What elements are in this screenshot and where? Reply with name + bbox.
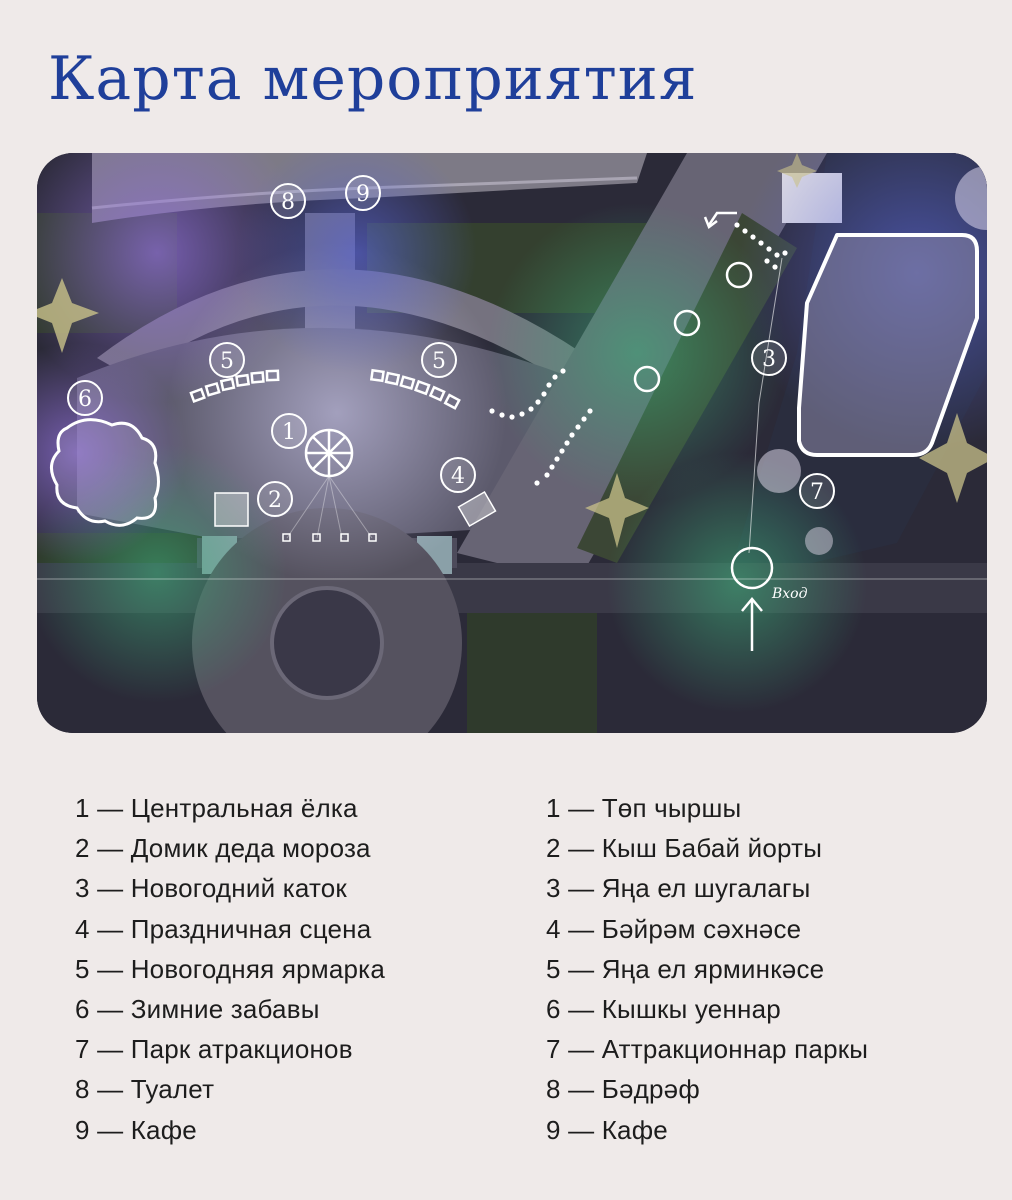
legend-item: 7 — Парк атракционов (75, 1034, 353, 1065)
page-title: Карта мероприятия (48, 44, 698, 114)
legend-item: 3 — Новогодний каток (75, 873, 348, 904)
legend-item: 7 — Аттракционнар паркы (546, 1034, 869, 1065)
legend-item: 1 — Центральная ёлка (75, 793, 358, 823)
legend-item: 6 — Зимние забавы (75, 993, 320, 1024)
legend-item: 3 — Яңа ел шугалагы (546, 873, 811, 904)
marker-9[interactable] (346, 176, 380, 210)
entrance-label: Вход (772, 586, 808, 602)
marker-1[interactable] (272, 414, 306, 448)
legend-item: 5 — Яңа ел ярминкәсе (546, 953, 825, 984)
svg-text:2: 2 (268, 488, 282, 513)
svg-text:3: 3 (762, 347, 776, 372)
santa-house (215, 493, 248, 526)
legend-item: 1 — Төп чыршы (546, 793, 742, 823)
legend-item: 2 — Домик деда мороза (75, 833, 371, 864)
legend-russian (75, 790, 385, 1152)
legend-item: 6 — Кышкы уеннар (546, 993, 781, 1024)
legend-tatar (546, 790, 868, 1152)
marker-7[interactable] (800, 474, 834, 508)
svg-text:5: 5 (432, 349, 446, 374)
legend-item: 4 — Бәйрәм сәхнәсе (546, 913, 802, 944)
marker-5-right[interactable] (422, 343, 456, 377)
svg-text:9: 9 (356, 182, 370, 207)
svg-text:4: 4 (451, 464, 465, 489)
marker-5-left[interactable] (210, 343, 244, 377)
christmas-tree-icon (306, 430, 352, 476)
svg-text:6: 6 (78, 387, 92, 412)
legend-item: 9 — Кафе (75, 1114, 197, 1145)
legend-item: 8 — Бәдрәф (546, 1074, 700, 1105)
legend-item: 2 — Кыш Бабай йорты (546, 833, 823, 864)
marker-2[interactable] (258, 482, 292, 516)
svg-text:7: 7 (810, 480, 824, 505)
legend-item: 4 — Праздничная сцена (75, 913, 372, 944)
svg-text:5: 5 (220, 349, 234, 374)
marker-3[interactable] (752, 341, 786, 375)
lawn-area (467, 613, 597, 733)
svg-text:8: 8 (281, 190, 295, 215)
marker-6[interactable] (68, 381, 102, 415)
legend-item: 8 — Туалет (75, 1074, 215, 1105)
marker-8[interactable] (271, 184, 305, 218)
svg-text:1: 1 (282, 420, 296, 445)
legend-item: 9 — Кафе (546, 1114, 668, 1145)
marker-4[interactable] (441, 458, 475, 492)
event-map[interactable] (37, 153, 987, 733)
legend-item: 5 — Новогодняя ярмарка (75, 953, 385, 984)
